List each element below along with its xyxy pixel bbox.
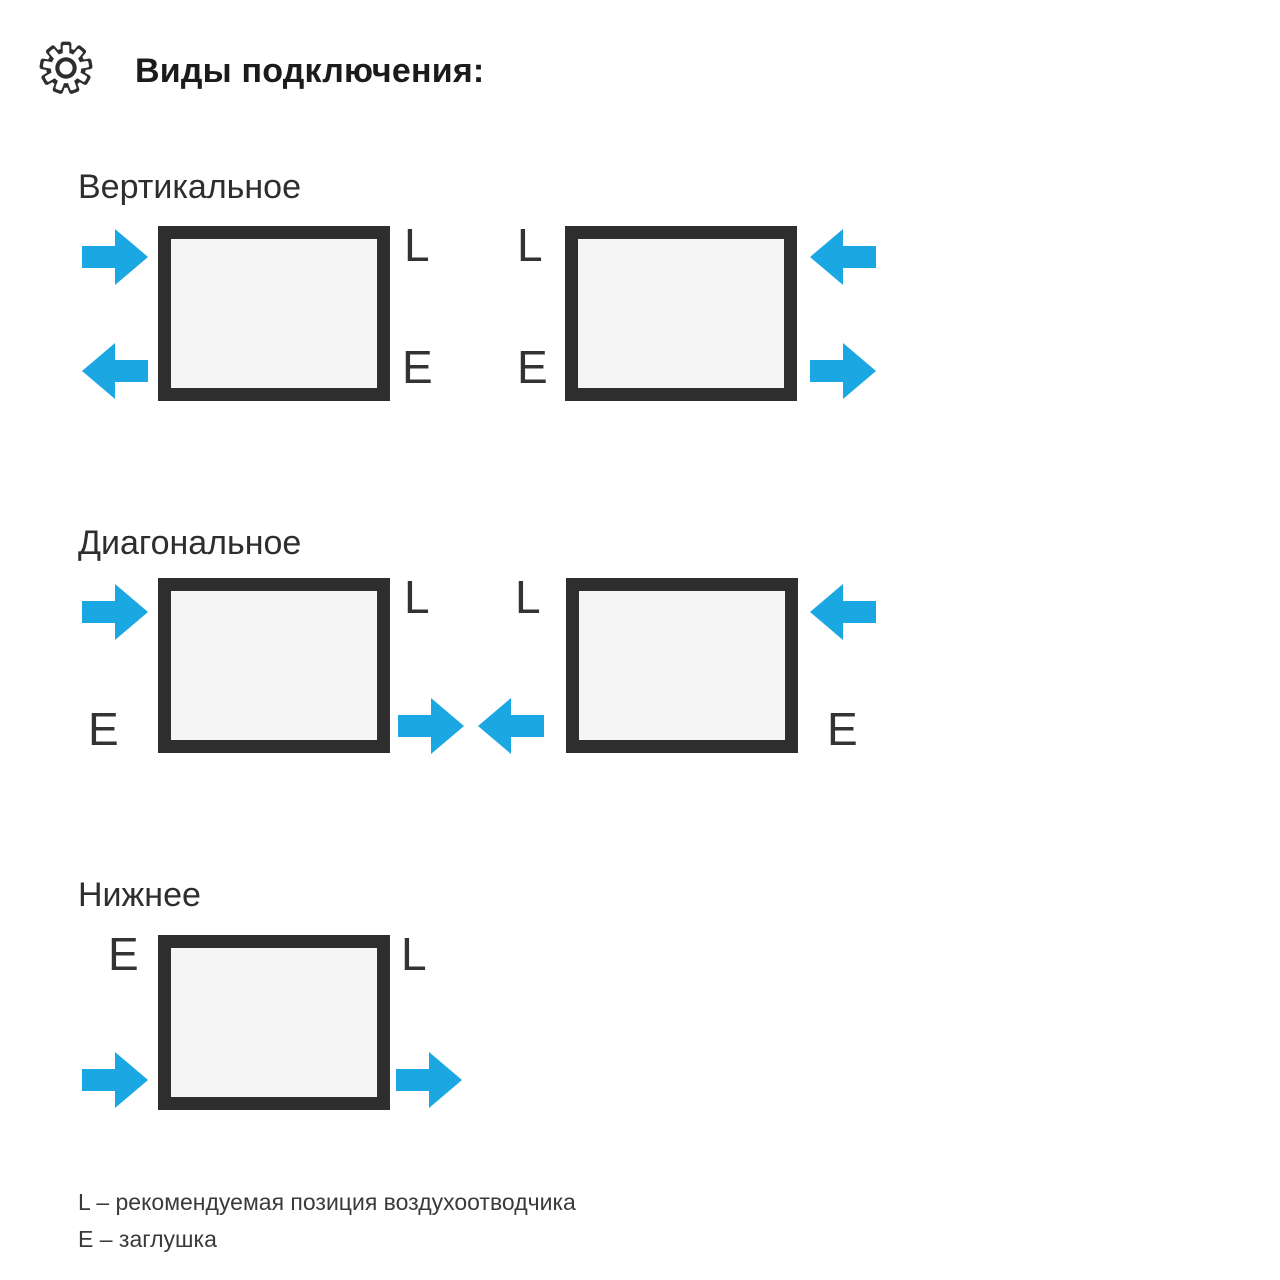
flow-out-arrow-icon [478, 698, 544, 754]
radiator-body [158, 935, 390, 1110]
flow-out-arrow-icon [810, 343, 876, 399]
flow-in-arrow-icon [810, 229, 876, 285]
air-vent-label: L [517, 219, 543, 271]
plug-label: E [88, 703, 119, 755]
legend-line-plug: E – заглушка [78, 1226, 217, 1252]
section-title-bottom: Нижнее [78, 876, 201, 914]
page-title: Виды подключения: [135, 52, 485, 90]
flow-out-arrow-icon [82, 343, 148, 399]
radiator-body [158, 226, 390, 401]
radiator-body [566, 578, 798, 753]
flow-out-arrow-icon [396, 1052, 462, 1108]
flow-in-arrow-icon [810, 584, 876, 640]
gear-icon [38, 40, 94, 96]
legend-line-air-vent: L – рекомендуемая позиция воздухоотводчика [78, 1189, 576, 1215]
air-vent-label: L [401, 928, 427, 980]
radiator-body [565, 226, 797, 401]
radiator-body [158, 578, 390, 753]
flow-out-arrow-icon [398, 698, 464, 754]
flow-in-arrow-icon [82, 1052, 148, 1108]
plug-label: E [827, 703, 858, 755]
air-vent-label: L [404, 571, 430, 623]
plug-label: E [517, 341, 548, 393]
flow-in-arrow-icon [82, 584, 148, 640]
section-title-diagonal: Диагональное [78, 524, 302, 562]
air-vent-label: L [404, 219, 430, 271]
flow-in-arrow-icon [82, 229, 148, 285]
section-title-vertical: Вертикальное [78, 168, 301, 206]
plug-label: E [402, 341, 433, 393]
air-vent-label: L [515, 571, 541, 623]
plug-label: E [108, 928, 139, 980]
